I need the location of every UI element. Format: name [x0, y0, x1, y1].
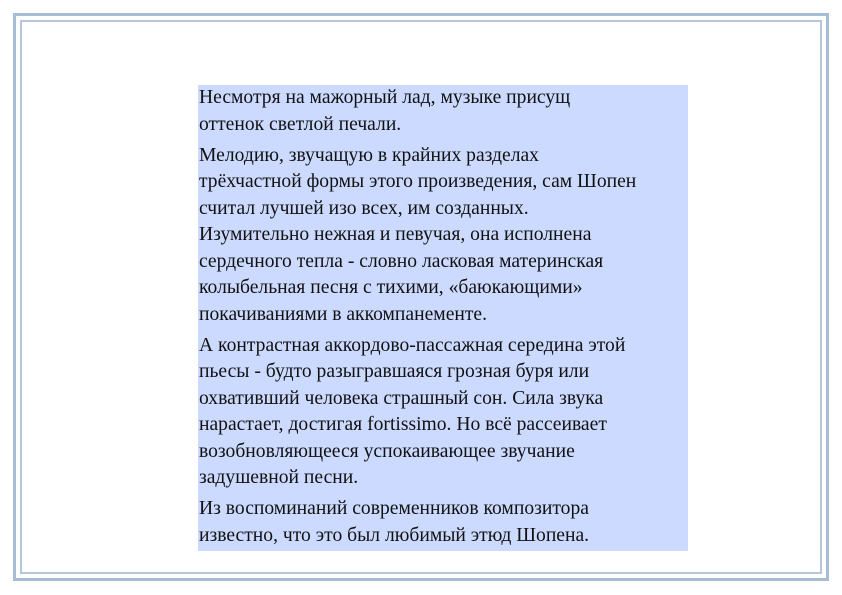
text-line: колыбельная песня с тихими, «баюкающими» — [199, 277, 583, 298]
text-line: сердечного тепла - словно ласковая материнская — [199, 250, 604, 272]
text-line: оттенок светлой печали. — [199, 113, 402, 135]
text-line: А контрастная аккордово-пассажная середина этой — [199, 334, 626, 356]
text-line: Из воспоминаний современников композитора — [199, 498, 589, 519]
text-line: считал лучшей изо всех, им созданных. — [199, 197, 529, 219]
paragraph-1 — [199, 85, 688, 138]
text-line: известно, что это был любимый этюд Шопена. — [199, 524, 590, 546]
text-line: нарастает, достигая fortissimo. Но всё рассеивает — [199, 414, 607, 435]
paragraph-4 — [199, 496, 688, 549]
text-line: пьесы - будто разыгравшаяся грозная буря или — [199, 361, 590, 382]
text-line: возобновляющееся успокаивающее звучание — [199, 440, 575, 462]
slide-frame-corner — [819, 13, 829, 23]
text-line: Мелодию, звучащую в крайних разделах — [199, 144, 539, 166]
text-line: охвативший человека страшный сон. Сила звука — [199, 387, 604, 409]
text-line: Несмотря на мажорный лад, музыке присущ — [199, 87, 571, 108]
text-box — [198, 85, 688, 551]
text-line: покачиваниями в аккомпанементе. — [199, 303, 488, 325]
text-line: задушевной песни. — [199, 467, 359, 488]
text-line: Изумительно нежная и певучая, она исполнена — [199, 224, 592, 245]
text-line: трёхчастной формы этого произведения, сам Шопен — [199, 171, 637, 192]
paragraph-2 — [199, 143, 688, 329]
paragraph-3 — [199, 333, 688, 492]
